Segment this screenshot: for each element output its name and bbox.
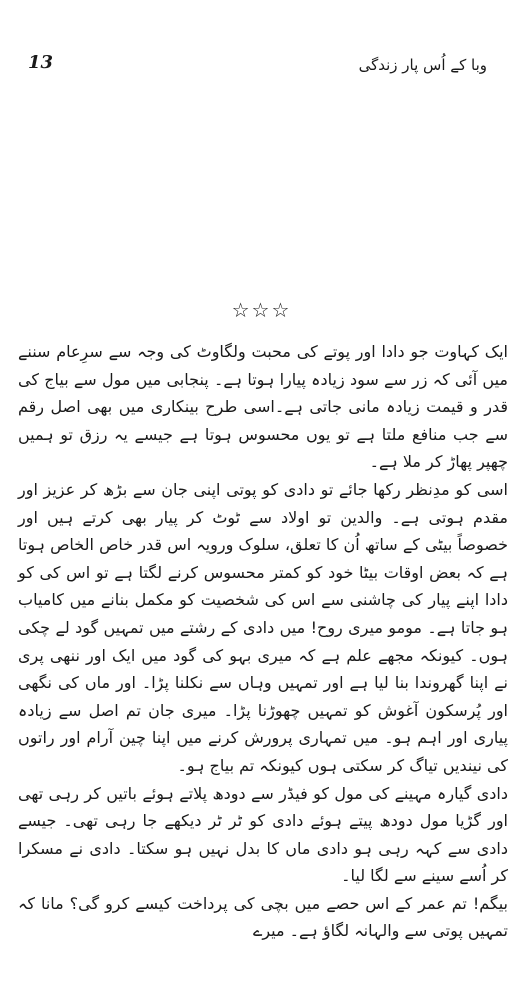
paragraph: دادی گیارہ مہینے کی مول کو فیڈر سے دودھ پلاتے ہوئے باتیں کر رہی تھی اور گڑیا مول دودھ پیتے ہوئے دادی کو ٹر ٹر دیکھے جا رہی تھی۔ جیسے دادی سے کہہ رہی ہو دادی ماں کا بدل نہیں ہو سکتا۔ دادی نے مسکرا کر اُسے سینے سے لگا لیا۔ — [18, 783, 508, 886]
paragraph: ایک کہاوت جو دادا اور پوتے کی محبت ولگاوٹ کی وجہ سے سرِعام سننے میں آئی کہ زر سے سود زیادہ پیارا ہوتا ہے۔ پنجابی میں مول سے بیاج کی قدر و قیمت زیادہ مانی جاتی ہے۔اسی طرح بینکاری میں بھی اصل رقم سے جب منافع ملتا ہے تو یوں محسوس ہوتا ہے جیسے یہ رزق تو ہمیں چھپر پھاڑ کر ملا ہے۔ — [18, 342, 508, 472]
paragraph: بیگم! تم عمر کے اس حصے میں بچی کی پرداخت کیسے کرو گی؟ مانا کہ تمہیں پوتی سے والہانہ لگاؤ ہے۔ میرے — [18, 893, 508, 941]
running-header: وبا کے اُس پار زندگی — [358, 56, 487, 74]
paragraph: اسی کو مدِنظر رکھا جائے تو دادی کو پوتی اپنی جان سے بڑھ کر عزیز اور مقدم ہوتی ہے۔ والدین تو اولاد سے ٹوٹ کر پیار بھی کرتے ہیں اور خصوصاً بیٹی کے ساتھ اُن کا تعلق، سلوک ورویہ اس قدر خاص الخاص ہوتا ہے کہ بعض اوقات بیٹا خود کو کمتر محسوس کرنے لگتا ہے تو اس کی کو دادا اپنے پیار کی چاشنی سے اس کی شخصیت کو مکمل بنانے میں کامیاب ہو جاتا ہے۔ مومو میری روح! میں دادی کے رشتے میں تمہیں گود لے چکی ہوں۔ کیونکہ مجھے علم ہے کہ میری بہو کی گود میں ایک اور ننھی پری نے اپنا گھروندا بنا لیا ہے اور تمہیں وہاں سے نکلنا پڑا۔ اور ماں کی نگھی اور پُرسکون آغوش کو تمہیں چھوڑنا پڑا۔ میری جان تم اصل سے زیادہ پیاری اور اہم ہو۔ میں تمہاری پرورش کرنے میں اپنا چین آرام اور راتوں کی نیندیں تیاگ کر سکتی ہوں کیونکہ تم بیاج ہو۔ — [18, 479, 508, 775]
body-text — [18, 338, 508, 945]
page-number: 13 — [28, 52, 54, 73]
section-divider: ☆☆☆ — [231, 298, 292, 322]
